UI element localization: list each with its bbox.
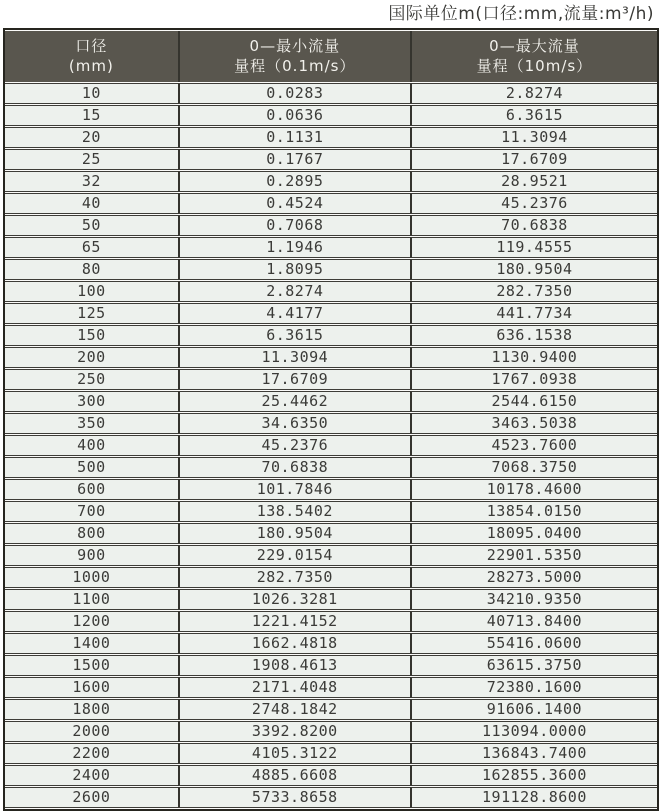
col-header-max-flow [410,31,657,82]
cell-min-flow: 1662.4818 [178,633,410,654]
cell-diameter: 15 [5,105,178,126]
table-row [5,677,657,698]
table-row [5,413,657,434]
cell-diameter: 80 [5,259,178,280]
table-row [5,171,657,192]
cell-max-flow: 72380.1600 [410,677,657,698]
cell-min-flow: 1221.4152 [178,611,410,632]
cell-max-flow: 11.3094 [410,127,657,148]
table-row [5,149,657,170]
cell-max-flow: 34210.9350 [410,589,657,610]
cell-diameter: 400 [5,435,178,456]
cell-max-flow: 28.9521 [410,171,657,192]
cell-diameter: 1800 [5,699,178,720]
cell-min-flow: 2171.4048 [178,677,410,698]
cell-max-flow: 113094.0000 [410,721,657,742]
cell-diameter: 20 [5,127,178,148]
table-row [5,765,657,786]
table-row [5,479,657,500]
cell-diameter: 2000 [5,721,178,742]
cell-max-flow: 18095.0400 [410,523,657,544]
cell-min-flow: 180.9504 [178,523,410,544]
cell-diameter: 10 [5,83,178,104]
cell-max-flow: 63615.3750 [410,655,657,676]
cell-max-flow: 191128.8600 [410,787,657,808]
table-row [5,259,657,280]
cell-min-flow: 229.0154 [178,545,410,566]
cell-min-flow: 282.7350 [178,567,410,588]
cell-max-flow: 2.8274 [410,83,657,104]
cell-diameter: 900 [5,545,178,566]
cell-min-flow: 25.4462 [178,391,410,412]
cell-max-flow: 17.6709 [410,149,657,170]
cell-min-flow: 6.3615 [178,325,410,346]
cell-diameter: 300 [5,391,178,412]
cell-min-flow: 45.2376 [178,435,410,456]
cell-diameter: 2400 [5,765,178,786]
table-row [5,193,657,214]
cell-diameter: 700 [5,501,178,522]
cell-max-flow: 636.1538 [410,325,657,346]
cell-max-flow: 3463.5038 [410,413,657,434]
cell-diameter: 600 [5,479,178,500]
table-row [5,699,657,720]
header-row [5,31,657,82]
cell-min-flow: 0.0283 [178,83,410,104]
table-header [5,31,657,82]
table-row [5,215,657,236]
cell-max-flow: 136843.7400 [410,743,657,764]
table-row [5,523,657,544]
cell-max-flow: 1767.0938 [410,369,657,390]
cell-max-flow: 180.9504 [410,259,657,280]
cell-min-flow: 0.2895 [178,171,410,192]
table-row [5,325,657,346]
cell-min-flow: 1908.4613 [178,655,410,676]
cell-max-flow: 2544.6150 [410,391,657,412]
cell-min-flow: 2.8274 [178,281,410,302]
table-row [5,633,657,654]
table-row [5,391,657,412]
table-row [5,435,657,456]
cell-max-flow: 45.2376 [410,193,657,214]
table-row [5,567,657,588]
table-row [5,281,657,302]
cell-diameter: 350 [5,413,178,434]
cell-max-flow: 55416.0600 [410,633,657,654]
cell-min-flow: 4.4177 [178,303,410,324]
cell-diameter: 2200 [5,743,178,764]
table-row [5,303,657,324]
units-note: 国际单位m(口径:mm,流量:m³/h) [388,4,654,24]
cell-max-flow: 7068.3750 [410,457,657,478]
col-header-diameter-unit: (mm) [68,57,114,75]
cell-diameter: 150 [5,325,178,346]
cell-min-flow: 11.3094 [178,347,410,368]
cell-max-flow: 70.6838 [410,215,657,236]
cell-min-flow: 0.0636 [178,105,410,126]
col-header-min-flow [178,31,410,82]
table-row [5,545,657,566]
cell-min-flow: 4885.6608 [178,765,410,786]
cell-min-flow: 70.6838 [178,457,410,478]
cell-min-flow: 1026.3281 [178,589,410,610]
cell-diameter: 1100 [5,589,178,610]
cell-diameter: 500 [5,457,178,478]
cell-min-flow: 2748.1842 [178,699,410,720]
cell-max-flow: 1130.9400 [410,347,657,368]
cell-max-flow: 4523.7600 [410,435,657,456]
cell-diameter: 65 [5,237,178,258]
cell-diameter: 125 [5,303,178,324]
cell-min-flow: 34.6350 [178,413,410,434]
cell-diameter: 1400 [5,633,178,654]
col-header-diameter-title: 口径 [75,37,108,55]
cell-max-flow: 13854.0150 [410,501,657,522]
cell-max-flow: 441.7734 [410,303,657,324]
col-header-min-flow-range: 量程（0.1m/s） [234,57,356,75]
table-row [5,83,657,104]
col-header-max-flow-range: 量程（10m/s） [476,57,593,75]
cell-diameter: 200 [5,347,178,368]
cell-min-flow: 0.1767 [178,149,410,170]
cell-diameter: 40 [5,193,178,214]
cell-max-flow: 119.4555 [410,237,657,258]
flow-range-table [3,28,659,811]
table-row [5,589,657,610]
table-row [5,501,657,522]
cell-diameter: 1200 [5,611,178,632]
cell-max-flow: 22901.5350 [410,545,657,566]
table-body [5,83,657,808]
cell-min-flow: 0.4524 [178,193,410,214]
cell-min-flow: 138.5402 [178,501,410,522]
cell-diameter: 32 [5,171,178,192]
cell-max-flow: 6.3615 [410,105,657,126]
col-header-diameter [5,31,178,82]
table-row [5,237,657,258]
cell-diameter: 1500 [5,655,178,676]
cell-diameter: 25 [5,149,178,170]
cell-min-flow: 101.7846 [178,479,410,500]
cell-diameter: 1000 [5,567,178,588]
table-row [5,105,657,126]
cell-max-flow: 282.7350 [410,281,657,302]
cell-max-flow: 28273.5000 [410,567,657,588]
cell-min-flow: 17.6709 [178,369,410,390]
table-row [5,655,657,676]
table-row [5,611,657,632]
cell-diameter: 50 [5,215,178,236]
cell-min-flow: 1.8095 [178,259,410,280]
cell-max-flow: 40713.8400 [410,611,657,632]
table-row [5,457,657,478]
table-row [5,369,657,390]
cell-min-flow: 0.1131 [178,127,410,148]
cell-diameter: 800 [5,523,178,544]
table-row [5,347,657,368]
col-header-max-flow-title: 0—最大流量 [489,37,580,55]
cell-max-flow: 91606.1400 [410,699,657,720]
table-row [5,721,657,742]
table-row [5,127,657,148]
table-row [5,743,657,764]
cell-diameter: 100 [5,281,178,302]
cell-min-flow: 0.7068 [178,215,410,236]
cell-min-flow: 5733.8658 [178,787,410,808]
cell-min-flow: 1.1946 [178,237,410,258]
cell-diameter: 250 [5,369,178,390]
cell-diameter: 2600 [5,787,178,808]
cell-max-flow: 162855.3600 [410,765,657,786]
col-header-min-flow-title: 0—最小流量 [249,37,341,55]
cell-min-flow: 3392.8200 [178,721,410,742]
cell-diameter: 1600 [5,677,178,698]
cell-min-flow: 4105.3122 [178,743,410,764]
cell-max-flow: 10178.4600 [410,479,657,500]
